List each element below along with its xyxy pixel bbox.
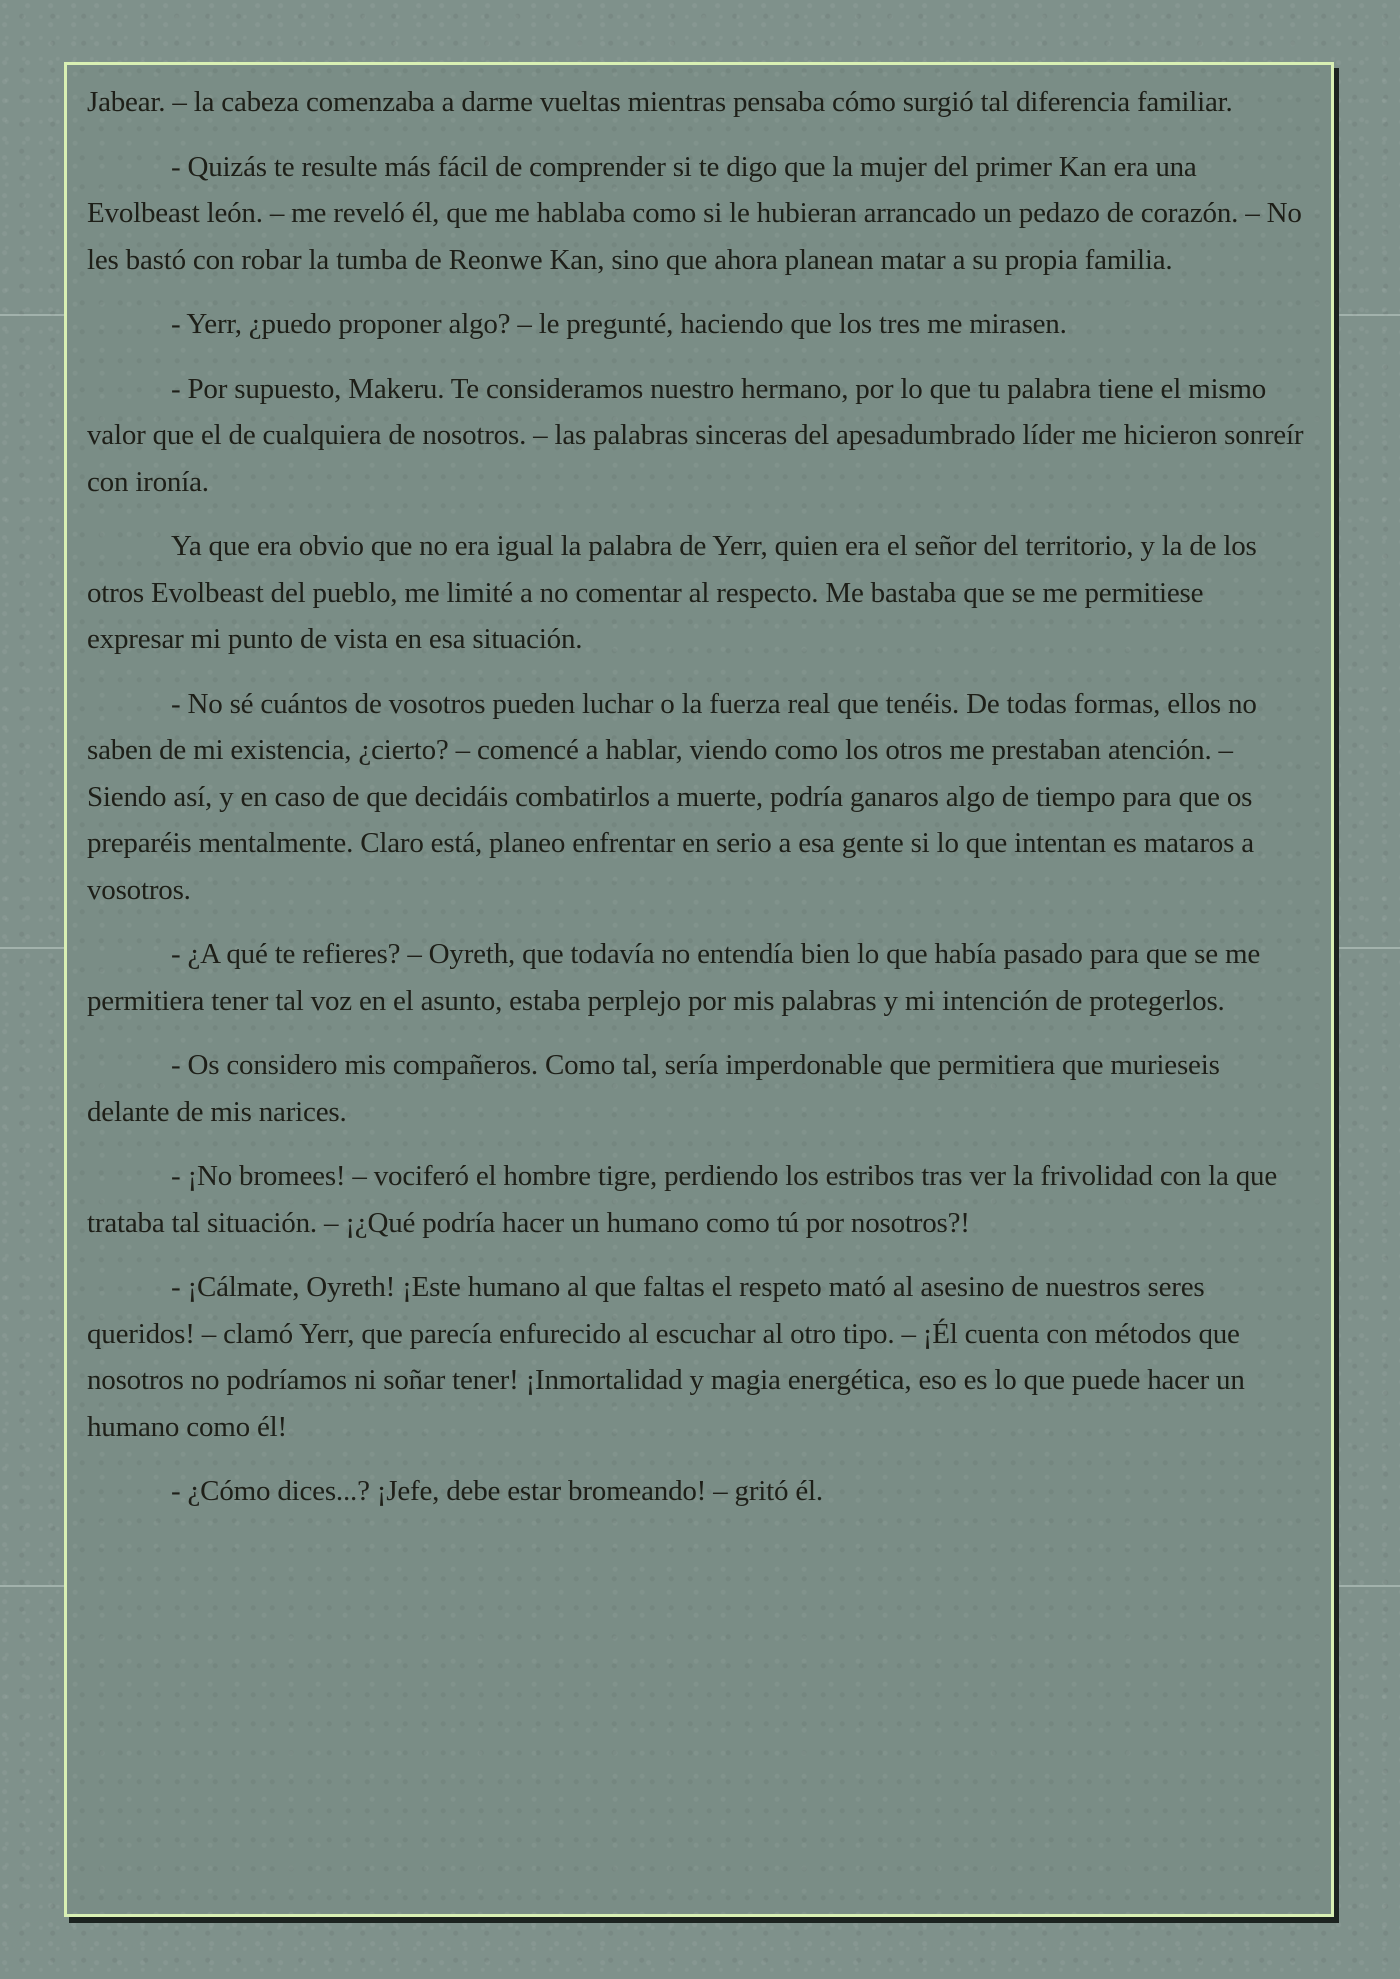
paragraph: Jabear. – la cabeza comenzaba a darme vueltas mientras pensaba cómo surgió tal diferencia familiar. — [87, 86, 1233, 118]
document-text — [87, 79, 1305, 1533]
paragraph: - ¡No bromees! – vociferó el hombre tigre, perdiendo los estribos tras ver la frivolidad con la que trataba tal situación. – ¡¿Qué podría hacer un humano como tú por nosotros?! — [87, 1160, 1278, 1239]
paragraph: Ya que era obvio que no era igual la palabra de Yerr, quien era el señor del territorio, y la de los otros Evolbeast del pueblo, me limité a no comentar al respecto. Me bastaba que se me permitiese expresar mi punto de vista en esa situación. — [87, 530, 1257, 655]
page-frame — [64, 62, 1334, 1917]
paragraph: - Os considero mis compañeros. Como tal, sería imperdonable que permitiera que murieseis delante de mis narices. — [87, 1049, 1220, 1128]
paragraph: - Por supuesto, Makeru. Te consideramos nuestro hermano, por lo que tu palabra tiene el mismo valor que el de cualquiera de nosotros. – las palabras sinceras del apesadumbrado líder me hicieron sonreír con ironía. — [87, 372, 1304, 498]
paragraph: - ¿A qué te refieres? – Oyreth, que todavía no entendía bien lo que había pasado para que se me permitiera tener tal voz en el asunto, estaba perplejo por mis palabras y mi intención de protegerlos. — [87, 938, 1261, 1017]
paragraph: - Quizás te resulte más fácil de comprender si te digo que la mujer del primer Kan era una Evolbeast león. – me reveló él, que me hablaba como si le hubieran arrancado un pedazo de corazón. – No les bastó con robar la tumba de Reonwe Kan, sino que ahora planean matar a su propia familia. — [87, 150, 1302, 276]
paragraph: - Yerr, ¿puedo proponer algo? – le pregunté, haciendo que los tres me mirasen. — [171, 308, 1067, 340]
paragraph: - ¡Cálmate, Oyreth! ¡Este humano al que faltas el respeto mató al asesino de nuestros seres queridos! – clamó Yerr, que parecía enfurecido al escuchar al otro tipo. – ¡Él cuenta con métodos que nosotros no podríamos ni soñar tener! ¡Inmortalidad y magia energética, eso es lo que puede hacer un humano como él! — [87, 1271, 1245, 1443]
paragraph: - ¿Cómo dices...? ¡Jefe, debe estar bromeando! – gritó él. — [171, 1475, 823, 1507]
paragraph: - No sé cuántos de vosotros pueden luchar o la fuerza real que tenéis. De todas formas, ellos no saben de mi existencia, ¿cierto? – comencé a hablar, viendo como los otros me prestaban atención. – Siendo así, y en caso de que decidáis combatirlos a muerte, podría ganaros algo de tiempo para que os preparéis mentalmente. Claro está, planeo enfrentar en serio a esa gente si lo que intentan es mataros a vosotros. — [87, 687, 1257, 906]
